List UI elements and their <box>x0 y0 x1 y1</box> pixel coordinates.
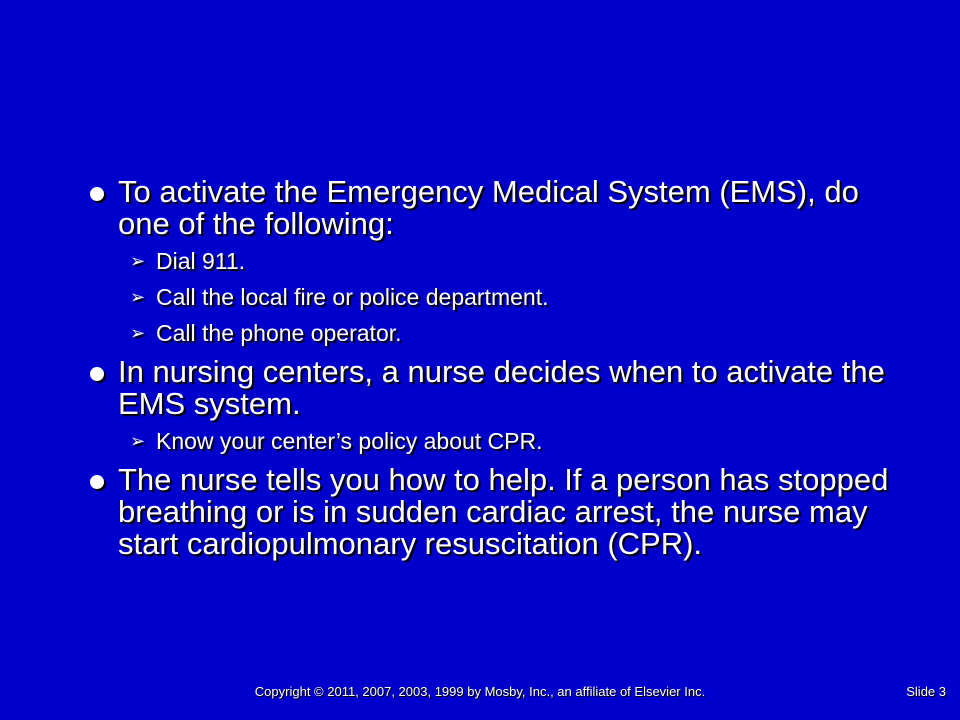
sub-bullet-item <box>130 284 894 310</box>
arrow-right-icon: ➢ <box>130 323 146 343</box>
bullet-text: To activate the Emergency Medical System (EMS), do one of the following: <box>118 174 859 241</box>
arrow-right-icon: ➢ <box>130 251 146 271</box>
bullet-item <box>84 356 894 420</box>
bullet-item <box>84 464 894 560</box>
sub-bullet-text: Call the local fire or police department. <box>156 284 549 310</box>
bullet-dot-icon <box>90 187 104 201</box>
bullet-text: In nursing centers, a nurse decides when to activate the EMS system. <box>118 354 885 421</box>
bullet-dot-icon <box>90 367 104 381</box>
bullet-item <box>84 176 894 240</box>
arrow-right-icon: ➢ <box>130 287 146 307</box>
bullet-text: The nurse tells you how to help. If a person has stopped breathing or is in sudden cardiac arrest, the nurse may start cardiopulmonary resuscitation (CPR). <box>118 462 889 561</box>
bullet-dot-icon <box>90 475 104 489</box>
slide-content <box>84 176 894 568</box>
arrow-right-icon: ➢ <box>130 431 146 451</box>
sub-bullet-item <box>130 248 894 274</box>
slide-number: Slide 3 <box>906 684 946 699</box>
copyright-footer: Copyright © 2011, 2007, 2003, 1999 by Mosby, Inc., an affiliate of Elsevier Inc. <box>254 684 706 699</box>
sub-bullet-text: Know your center’s policy about CPR. <box>156 428 543 454</box>
sub-bullet-item <box>130 428 894 454</box>
sub-bullet-text: Dial 911. <box>156 248 246 274</box>
sub-bullet-text: Call the phone operator. <box>156 320 402 346</box>
sub-bullet-item <box>130 320 894 346</box>
